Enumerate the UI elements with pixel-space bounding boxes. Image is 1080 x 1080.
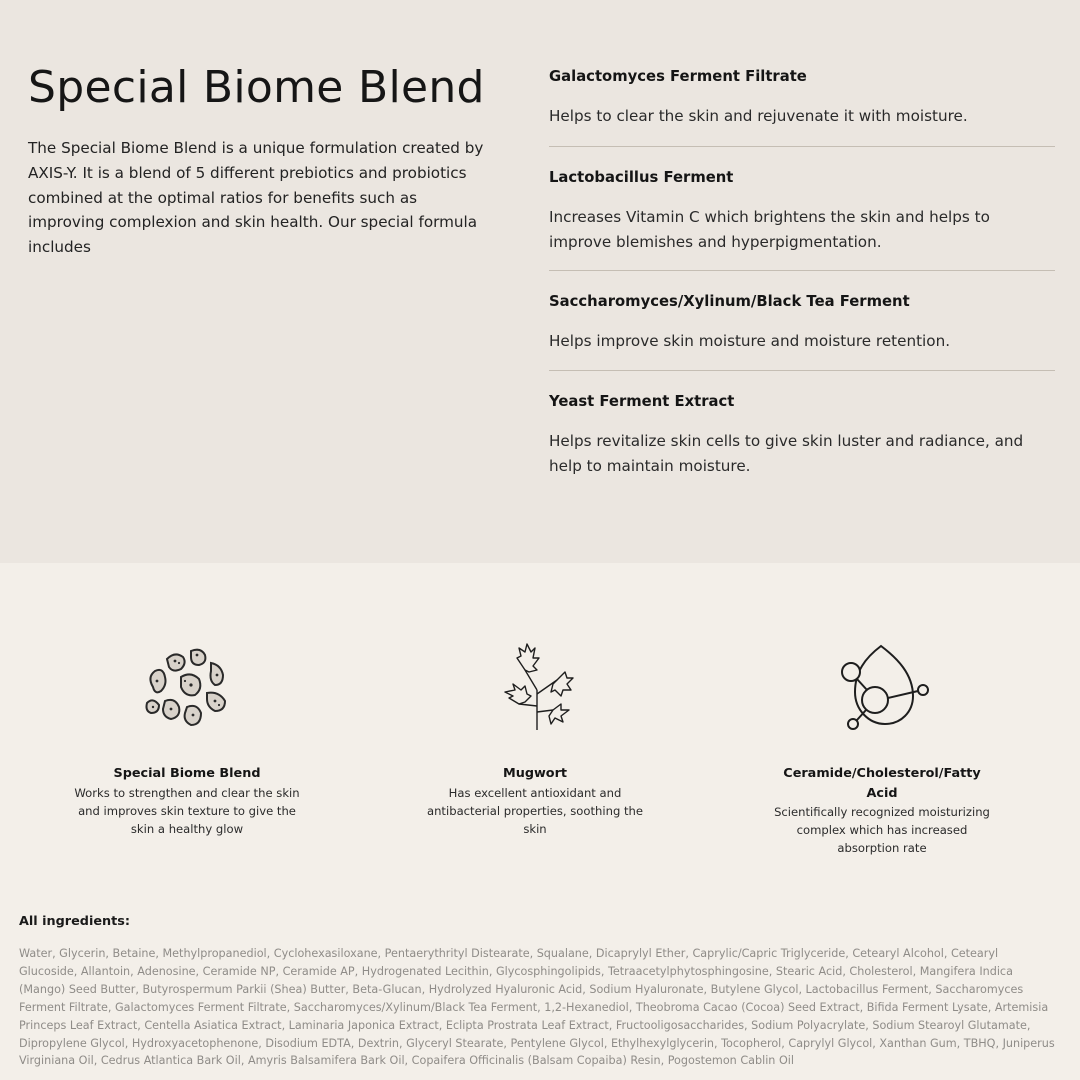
feature-special-biome-blend xyxy=(70,640,304,838)
benefit-list xyxy=(549,66,1055,479)
benefit-name: Saccharomyces/Xylinum/Black Tea Ferment xyxy=(549,293,910,310)
benefit-item xyxy=(549,66,1055,147)
feature-ceramide xyxy=(768,640,996,857)
feature-desc: Scientifically recognized moisturizing complex which has increased absorption rate xyxy=(774,805,990,855)
benefit-desc: Increases Vitamin C which brightens the skin and helps to improve blemishes and hyperpigmentation. xyxy=(549,208,990,251)
feature-desc: Works to strengthen and clear the skin and improves skin texture to give the skin a healthy glow xyxy=(74,785,300,836)
intro-paragraph: The Special Biome Blend is a unique formulation created by AXIS-Y. It is a blend of 5 different prebiotics and probiotics combined at the optimal ratios for benefits such as improving complexion and skin health. Our special formula includes xyxy=(28,139,484,257)
page-title: Special Biome Blend xyxy=(28,62,485,113)
benefit-name: Lactobacillus Ferment xyxy=(549,169,734,186)
benefit-item xyxy=(549,147,1055,271)
feature-mugwort xyxy=(420,640,650,838)
benefit-item xyxy=(549,271,1055,371)
benefit-desc: Helps revitalize skin cells to give skin luster and radiance, and help to maintain moisture. xyxy=(549,432,1024,475)
ingredients-label: All ingredients: xyxy=(19,914,130,929)
benefit-name: Yeast Ferment Extract xyxy=(549,393,735,410)
feature-name: Mugwort xyxy=(502,766,568,781)
benefit-desc: Helps improve skin moisture and moisture retention. xyxy=(549,332,951,350)
feature-name: Ceramide/Cholesterol/Fatty Acid xyxy=(783,766,981,801)
benefit-name: Galactomyces Ferment Filtrate xyxy=(549,68,807,85)
ingredients-list: Water, Glycerin, Betaine, Methylpropanediol, Cyclohexasiloxane, Pentaerythrityl Distearate, Squalane, Dicaprylyl Ether, Caprylic/Capric Triglyceride, Cetearyl Alcohol, Cetearyl Glucoside, Allantoin, Adenosine, Ceramide NP, Ceramide AP, Hydrogenated Lecithin, Glycosphingolipids, Tetraacetylphytosphingosine, Stearic Acid, Cholesterol, Mangifera Indica (Mango) Seed Butter, Butyrospermum Parkii (Shea) Butter, Beta-Glucan, Hydrolyzed Hyaluronic Acid, Sodium Hyaluronate, Butylene Glycol, Lactobacillus Ferment, Saccharomyces Ferment Filtrate, Galactomyces Ferment Filtrate, Saccharomyces/Xylinum/Black Tea Ferment, 1,2-Hexanediol, Theobroma Cacao (Cocoa) Seed Extract, Bifida Ferment Lysate, Artemisia Princeps Leaf Extract, Centella Asiatica Extract, Laminaria Japonica Extract, Eclipta Prostrata Leaf Extract, Fructooligosaccharides, Sodium Polyacrylate, Sodium Stearoyl Glutamate, Dipropylene Glycol, Hydroxyacetophenone, Disodium EDTA, Dextrin, Glyceryl Stearate, Pentylene Glycol, Ethylhexylglycerin, Tocopherol, Caprylyl Glycol, Xanthan Gum, TBHQ, Juniperus Virginiana Oil, Cedrus Atlantica Bark Oil, Amyris Balsamifera Bark Oil, Copaifera Officinalis (Balsam Copaiba) Resin, Pogostemon Cablin Oil xyxy=(19,947,1055,1068)
molecule-drop-icon xyxy=(768,640,996,734)
mugwort-leaf-icon xyxy=(420,640,650,734)
benefit-item xyxy=(549,371,1055,479)
feature-name: Special Biome Blend xyxy=(113,766,261,781)
benefit-desc: Helps to clear the skin and rejuvenate it with moisture. xyxy=(549,107,968,125)
microbe-cluster-icon xyxy=(70,640,304,734)
feature-desc: Has excellent antioxidant and antibacterial properties, soothing the skin xyxy=(426,785,644,836)
